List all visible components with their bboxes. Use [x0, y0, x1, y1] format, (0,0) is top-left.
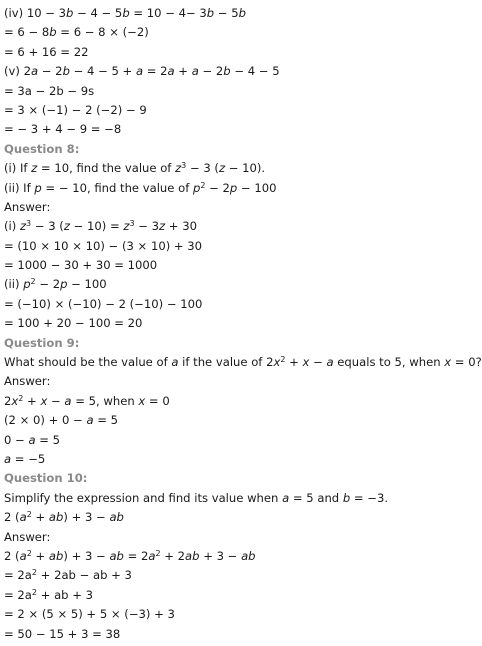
text-segment: (ii) If	[4, 180, 35, 195]
variable: x	[138, 393, 146, 408]
text-segment: − 10).	[225, 161, 266, 176]
text-line	[4, 101, 474, 120]
text-segment: − 5	[214, 6, 239, 20]
variable: z	[175, 161, 182, 176]
text-segment: = 100 + 20 − 100 = 20	[4, 316, 143, 331]
text-segment: = − 3 + 4 − 9 = −8	[4, 122, 122, 137]
variable: a	[282, 490, 290, 505]
exponent: 3	[26, 219, 32, 229]
variable: z	[63, 219, 70, 234]
text-segment: = 6 + 16 = 22	[4, 44, 89, 59]
variable: x	[444, 355, 452, 370]
variable: b	[206, 6, 215, 20]
text-segment: +	[23, 393, 41, 408]
text-line	[4, 372, 474, 391]
text-line	[4, 198, 474, 217]
exponent: 3	[181, 161, 187, 171]
text-line	[4, 43, 474, 62]
text-segment: = 3 × (−1) − 2 (−2) − 9	[4, 102, 147, 117]
exponent: 2	[26, 548, 32, 558]
exponent: 2	[26, 510, 32, 520]
text-segment: − 4 − 5 +	[69, 64, 136, 79]
text-segment: = 10 − 4− 3	[129, 6, 207, 20]
text-segment: − 2	[35, 277, 61, 292]
text-line	[4, 275, 474, 294]
text-segment: = 6 − 8	[4, 25, 50, 40]
text-segment: + 30	[165, 219, 197, 234]
text-segment: − 3 (	[31, 219, 64, 234]
variable: a	[191, 64, 199, 79]
text-line	[4, 159, 474, 178]
variable: b	[342, 490, 351, 505]
text-segment: 2	[4, 393, 12, 408]
text-segment: = 5	[93, 413, 119, 428]
text-line	[4, 625, 474, 644]
variable: b	[238, 6, 246, 20]
text-line	[4, 528, 474, 547]
text-segment: − 100	[67, 277, 107, 292]
variable: z	[31, 161, 38, 176]
variable: p	[60, 277, 68, 292]
variable: ab	[48, 510, 64, 525]
text-segment: What should be the value of	[4, 355, 172, 370]
text-line	[4, 586, 474, 605]
variable: p	[23, 277, 31, 292]
text-segment: = 5 and	[289, 490, 343, 505]
variable: ab	[241, 548, 256, 563]
text-segment: 0 −	[4, 432, 29, 447]
variable: a	[28, 432, 36, 447]
text-segment: −	[309, 355, 327, 370]
text-segment: Question 8:	[4, 141, 80, 156]
text-segment: + 3 −	[199, 548, 242, 563]
text-segment: = (10 × 10 × 10) − (3 × 10) + 30	[4, 238, 203, 253]
text-segment: +	[31, 510, 49, 525]
variable: a	[167, 64, 175, 79]
text-segment: (ii)	[4, 277, 24, 292]
text-segment: − 2	[205, 180, 230, 195]
text-segment: = 10, find the value of	[37, 161, 176, 176]
text-segment: Answer:	[4, 529, 51, 544]
text-line	[4, 295, 474, 314]
text-segment: Answer:	[4, 374, 51, 389]
variable: b	[62, 64, 70, 79]
text-line	[4, 508, 474, 527]
text-segment: = 5	[35, 432, 61, 447]
variable: a	[135, 64, 144, 79]
text-line	[4, 411, 474, 430]
text-segment: = 6 − 8 × (−2)	[56, 25, 149, 40]
exponent: 2	[200, 180, 206, 190]
text-segment: +	[285, 355, 303, 370]
text-segment: = 2 × (5 × 5) + 5 × (−3) + 3	[4, 607, 175, 622]
variable: a	[4, 451, 12, 466]
text-segment: (v) 2	[4, 64, 31, 79]
text-segment: (i) If	[4, 161, 32, 176]
variable: p	[192, 180, 201, 195]
variable: x	[302, 355, 310, 370]
text-line	[4, 450, 474, 469]
text-segment: +	[174, 64, 192, 79]
text-segment: Question 10:	[4, 471, 88, 486]
text-segment: (iv) 10 − 3	[4, 6, 67, 20]
variable: a	[171, 355, 179, 370]
text-segment: −	[47, 393, 65, 408]
text-segment: − 4 − 5	[230, 64, 280, 79]
text-line	[4, 62, 474, 81]
text-line	[4, 120, 474, 139]
exponent: 2	[30, 277, 36, 287]
text-segment: − 3 (	[186, 161, 219, 176]
text-line	[4, 353, 482, 372]
text-segment: = 5, when	[71, 393, 139, 408]
text-segment: = 0	[145, 393, 170, 408]
variable: z	[159, 219, 166, 234]
text-segment: = 2a	[4, 568, 32, 583]
text-segment: Simplify the expression and find its value when	[4, 490, 283, 505]
text-segment: = 3a − 2b − 9s	[4, 83, 95, 98]
variable: ab	[185, 548, 200, 563]
text-segment: (2 × 0) + 0 −	[4, 413, 87, 428]
exponent: 3	[129, 219, 135, 229]
text-segment: − 2	[38, 64, 63, 79]
variable: ab	[109, 510, 124, 525]
text-segment: = 1000 − 30 + 30 = 1000	[4, 258, 158, 273]
variable: z	[123, 219, 130, 234]
exponent: 2	[18, 393, 24, 403]
text-line	[4, 314, 474, 333]
text-segment: 2 (	[4, 548, 20, 563]
text-segment: = 2	[123, 548, 149, 563]
variable: p	[229, 180, 238, 195]
variable: z	[19, 219, 27, 234]
exponent: 2	[31, 587, 37, 597]
text-line	[4, 217, 474, 236]
text-segment: if the value of 2	[178, 355, 274, 370]
text-line	[4, 566, 474, 585]
text-segment: − 10) =	[69, 219, 124, 234]
variable: b	[66, 6, 74, 20]
variable: x	[40, 393, 48, 408]
variable: b	[122, 6, 130, 20]
text-line	[4, 23, 474, 42]
text-segment: Answer:	[4, 199, 51, 214]
variable: ab	[48, 548, 64, 563]
exponent: 2	[155, 548, 161, 558]
text-segment: ) + 3 −	[63, 548, 110, 563]
text-segment: − 3	[134, 219, 160, 234]
text-line	[4, 489, 474, 508]
text-segment: Question 9:	[4, 335, 80, 350]
text-segment: = (−10) × (−10) − 2 (−10) − 100	[4, 296, 203, 311]
variable: x	[11, 393, 19, 408]
text-line	[4, 4, 474, 23]
text-segment: + 2	[160, 548, 186, 563]
question-heading	[4, 334, 474, 353]
variable: a	[19, 510, 27, 525]
variable: a	[148, 548, 156, 563]
text-line	[4, 605, 474, 624]
text-segment: = −5	[11, 451, 46, 466]
text-segment: ) + 3 −	[63, 510, 110, 525]
text-segment: 2 (	[4, 510, 20, 525]
text-segment: = 2	[143, 64, 168, 79]
question-heading	[4, 140, 474, 159]
text-segment: (i)	[4, 219, 20, 234]
text-segment: = 50 − 15 + 3 = 38	[4, 626, 121, 641]
text-segment: − 4 − 5	[73, 6, 123, 20]
text-line	[4, 256, 474, 275]
text-line	[4, 237, 474, 256]
text-line	[4, 547, 474, 566]
variable: p	[34, 180, 42, 195]
variable: a	[30, 64, 39, 79]
variable: a	[64, 393, 72, 408]
question-heading	[4, 469, 474, 488]
text-line	[4, 179, 474, 198]
text-segment: + ab + 3	[36, 587, 93, 602]
text-segment: + 2ab − ab + 3	[36, 568, 132, 583]
text-segment: equals to 5, when	[333, 355, 445, 370]
exponent: 2	[280, 355, 286, 365]
variable: ab	[109, 548, 124, 563]
text-line	[4, 82, 474, 101]
text-segment: +	[31, 548, 49, 563]
text-segment: − 100	[237, 180, 277, 195]
text-segment: − 2	[198, 64, 224, 79]
text-segment: = 2a	[4, 587, 32, 602]
variable: a	[86, 413, 94, 428]
text-segment: = −3.	[350, 490, 389, 505]
variable: b	[223, 64, 231, 79]
exponent: 2	[31, 568, 37, 578]
text-line	[4, 431, 474, 450]
variable: a	[326, 355, 334, 370]
text-line	[4, 392, 474, 411]
text-segment: = 0?	[451, 355, 482, 370]
text-segment: = − 10, find the value of	[41, 180, 193, 195]
variable: b	[49, 25, 57, 40]
variable: a	[19, 548, 27, 563]
variable: z	[218, 161, 226, 176]
variable: x	[273, 355, 281, 370]
